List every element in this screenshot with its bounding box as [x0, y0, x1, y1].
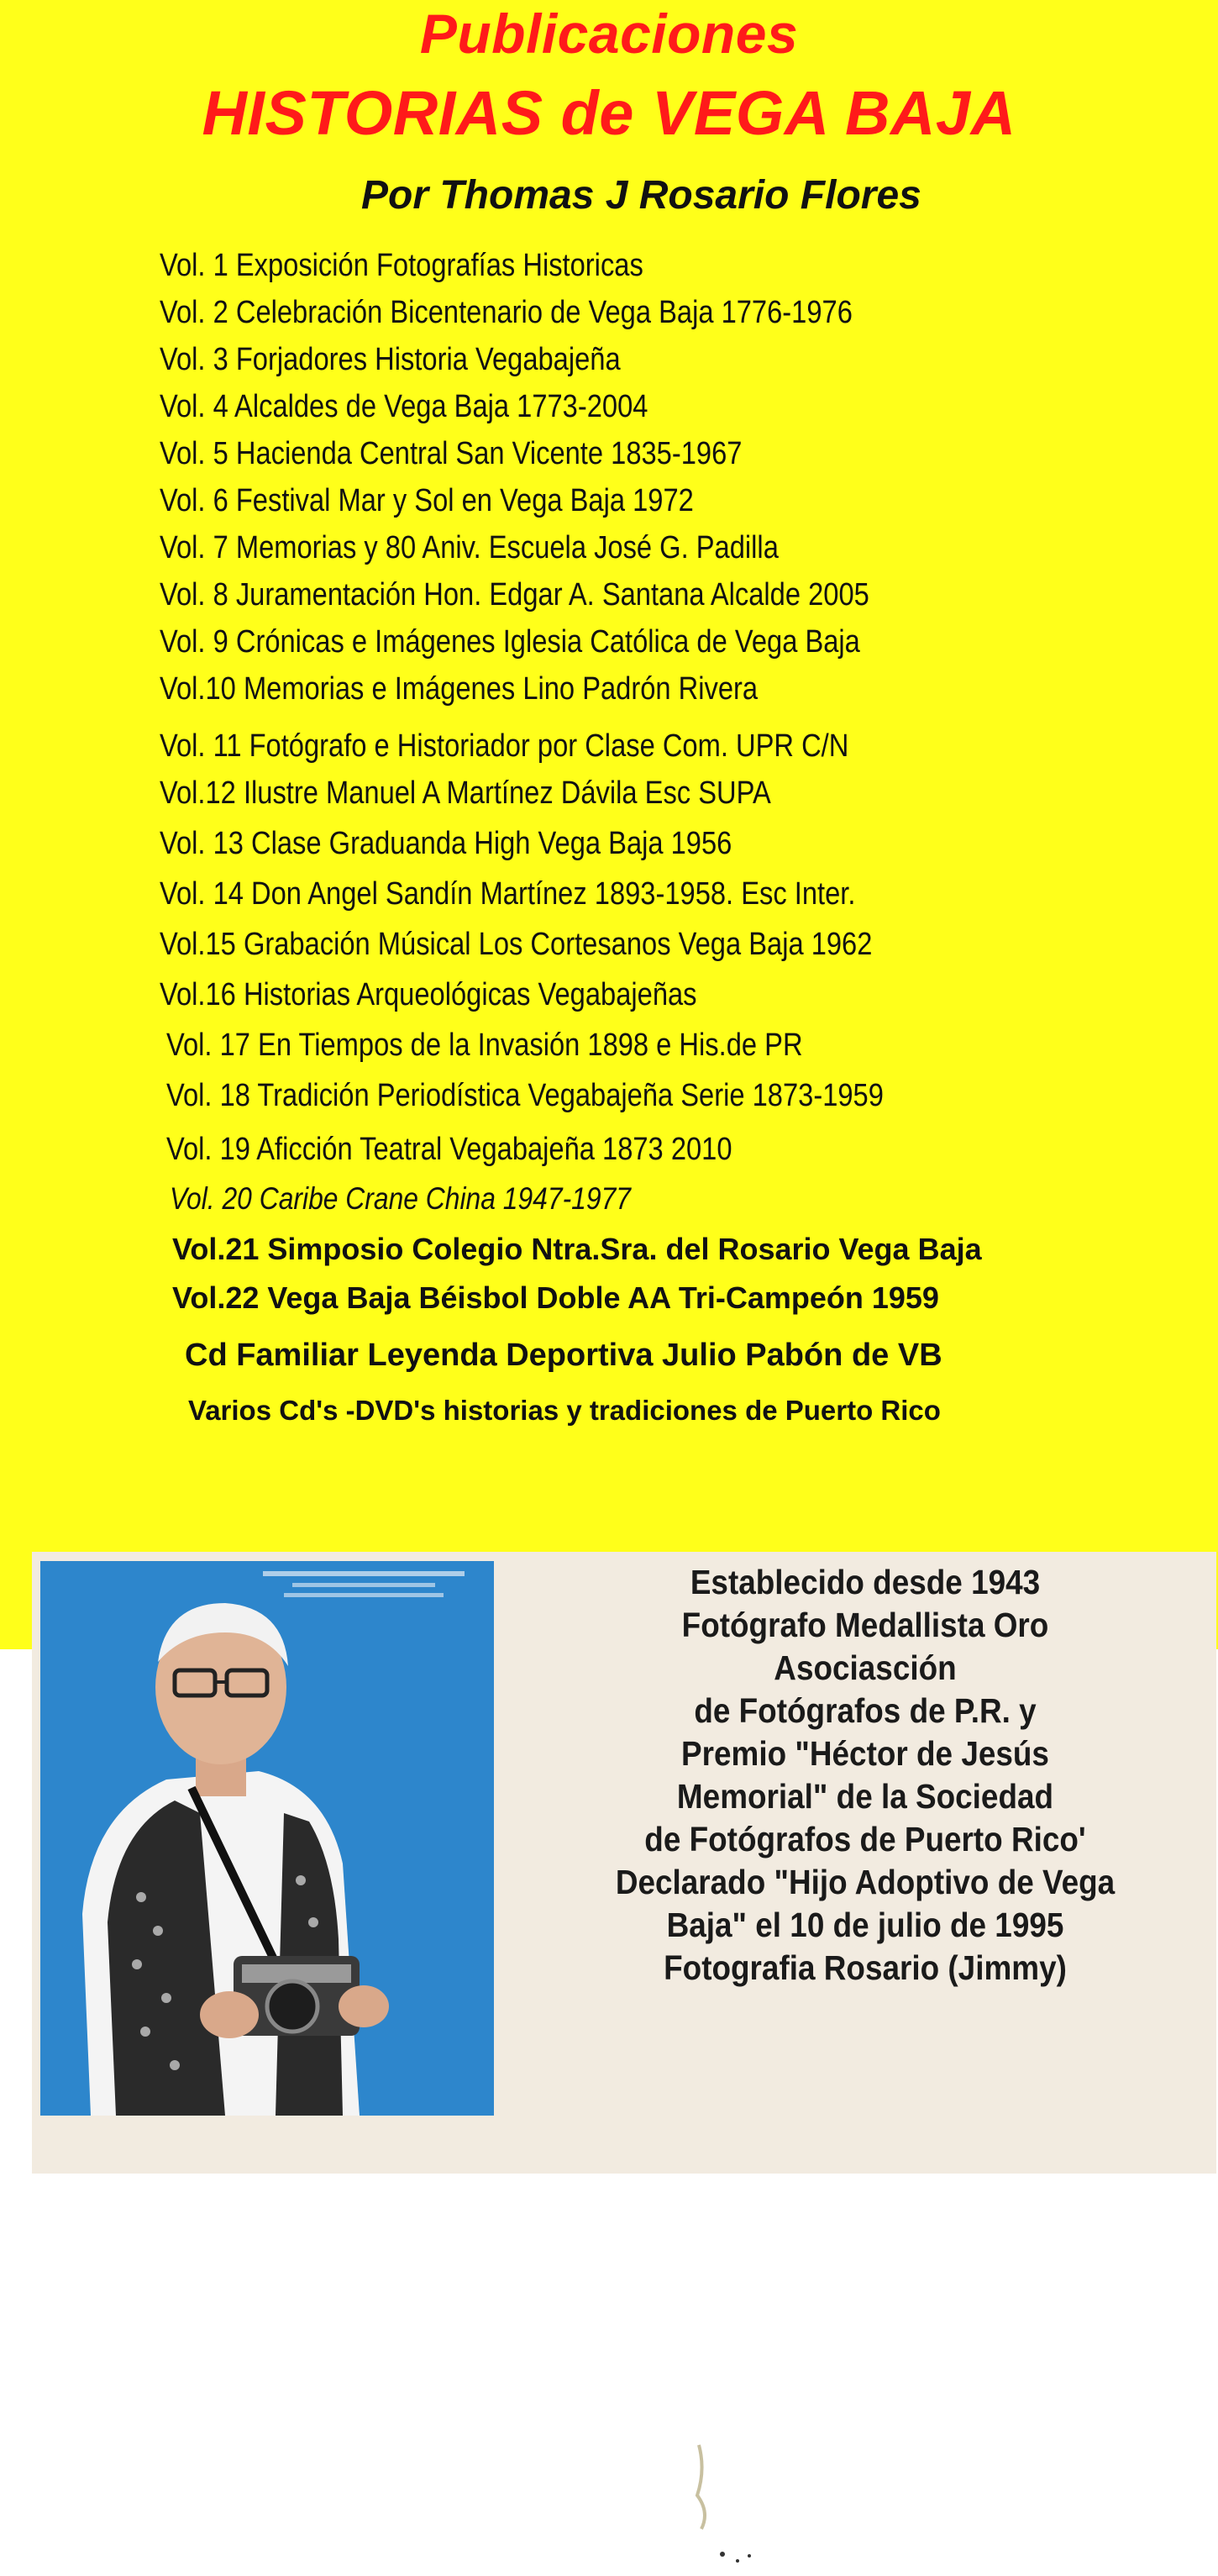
volume-item: Vol. 11 Fotógrafo e Historiador por Clase Com. UPR C/N: [160, 728, 849, 764]
info-line: Fotógrafo Medallista Oro: [681, 1606, 1049, 1644]
volume-item: Vol. 4 Alcaldes de Vega Baja 1773-2004: [160, 389, 648, 424]
volume-item: Vol. 3 Forjadores Historia Vegabajeña: [160, 342, 621, 377]
info-line: Establecido desde 1943: [690, 1563, 1041, 1601]
author-line: Por Thomas J Rosario Flores: [361, 173, 921, 218]
photographer-photo: [40, 1561, 494, 2116]
info-line: Asociasción: [774, 1648, 957, 1687]
volume-item: Vol. 9 Crónicas e Imágenes Iglesia Católica de Vega Baja: [160, 624, 860, 660]
info-line: Fotografia Rosario (Jimmy): [664, 1948, 1067, 1987]
info-line: de Fotógrafos de P.R. y: [694, 1691, 1037, 1730]
volume-item: Cd Familiar Leyenda Deportiva Julio Pabón de VB: [185, 1338, 942, 1373]
volume-item: Vol.16 Historias Arqueológicas Vegabajeñas: [160, 977, 697, 1012]
info-line: Declarado "Hijo Adoptivo de Vega: [615, 1863, 1116, 1901]
volume-item: Vol.12 Ilustre Manuel A Martínez Dávila Esc SUPA: [160, 775, 771, 811]
info-line: Premio "Héctor de Jesús: [681, 1734, 1049, 1773]
volume-item: Vol. 1 Exposición Fotografías Historicas: [160, 248, 643, 283]
volume-item: Vol.21 Simposio Colegio Ntra.Sra. del Rosario Vega Baja: [172, 1232, 982, 1266]
volume-item: Vol. 7 Memorias y 80 Aniv. Escuela José G. Padilla: [160, 530, 779, 565]
scan-specks: [689, 2437, 773, 2571]
volume-item: Vol. 14 Don Angel Sandín Martínez 1893-1958. Esc Inter.: [160, 876, 856, 912]
volume-item: Vol. 17 En Tiempos de la Invasión 1898 e His.de PR: [166, 1028, 803, 1063]
title-historias: HISTORIAS de VEGA BAJA: [202, 78, 1016, 148]
volume-item: Vol. 19 Aficción Teatral Vegabajeña 1873 2010: [166, 1132, 732, 1167]
volume-item: Vol. 18 Tradición Periodística Vegabajeña Serie 1873-1959: [166, 1078, 884, 1113]
photographer-info: [521, 1561, 1210, 1990]
volume-item: Varios Cd's -DVD's historias y tradiciones de Puerto Rico: [188, 1395, 941, 1426]
volume-item: Vol. 2 Celebración Bicentenario de Vega Baja 1776-1976: [160, 295, 853, 330]
volume-item: Vol.15 Grabación Músical Los Cortesanos Vega Baja 1962: [160, 927, 873, 962]
info-line: Memorial" de la Sociedad: [676, 1777, 1054, 1816]
photographer-illustration: [40, 1561, 494, 2116]
info-line: de Fotógrafos de Puerto Rico': [644, 1820, 1086, 1858]
volume-item: Vol. 13 Clase Graduanda High Vega Baja 1956: [160, 826, 732, 861]
volume-item: Vol.22 Vega Baja Béisbol Doble AA Tri-Campeón 1959: [172, 1280, 939, 1315]
volume-item: Vol. 5 Hacienda Central San Vicente 1835-1967: [160, 436, 743, 471]
volume-item: Vol. 8 Juramentación Hon. Edgar A. Santana Alcalde 2005: [160, 577, 869, 612]
volume-item: Vol.10 Memorias e Imágenes Lino Padrón Rivera: [160, 671, 759, 707]
title-publicaciones: Publicaciones: [419, 3, 799, 65]
volume-item: Vol. 20 Caribe Crane China 1947-1977: [170, 1181, 631, 1216]
info-line: Baja" el 10 de julio de 1995: [666, 1906, 1064, 1944]
volume-item: Vol. 6 Festival Mar y Sol en Vega Baja 1972: [160, 483, 694, 518]
